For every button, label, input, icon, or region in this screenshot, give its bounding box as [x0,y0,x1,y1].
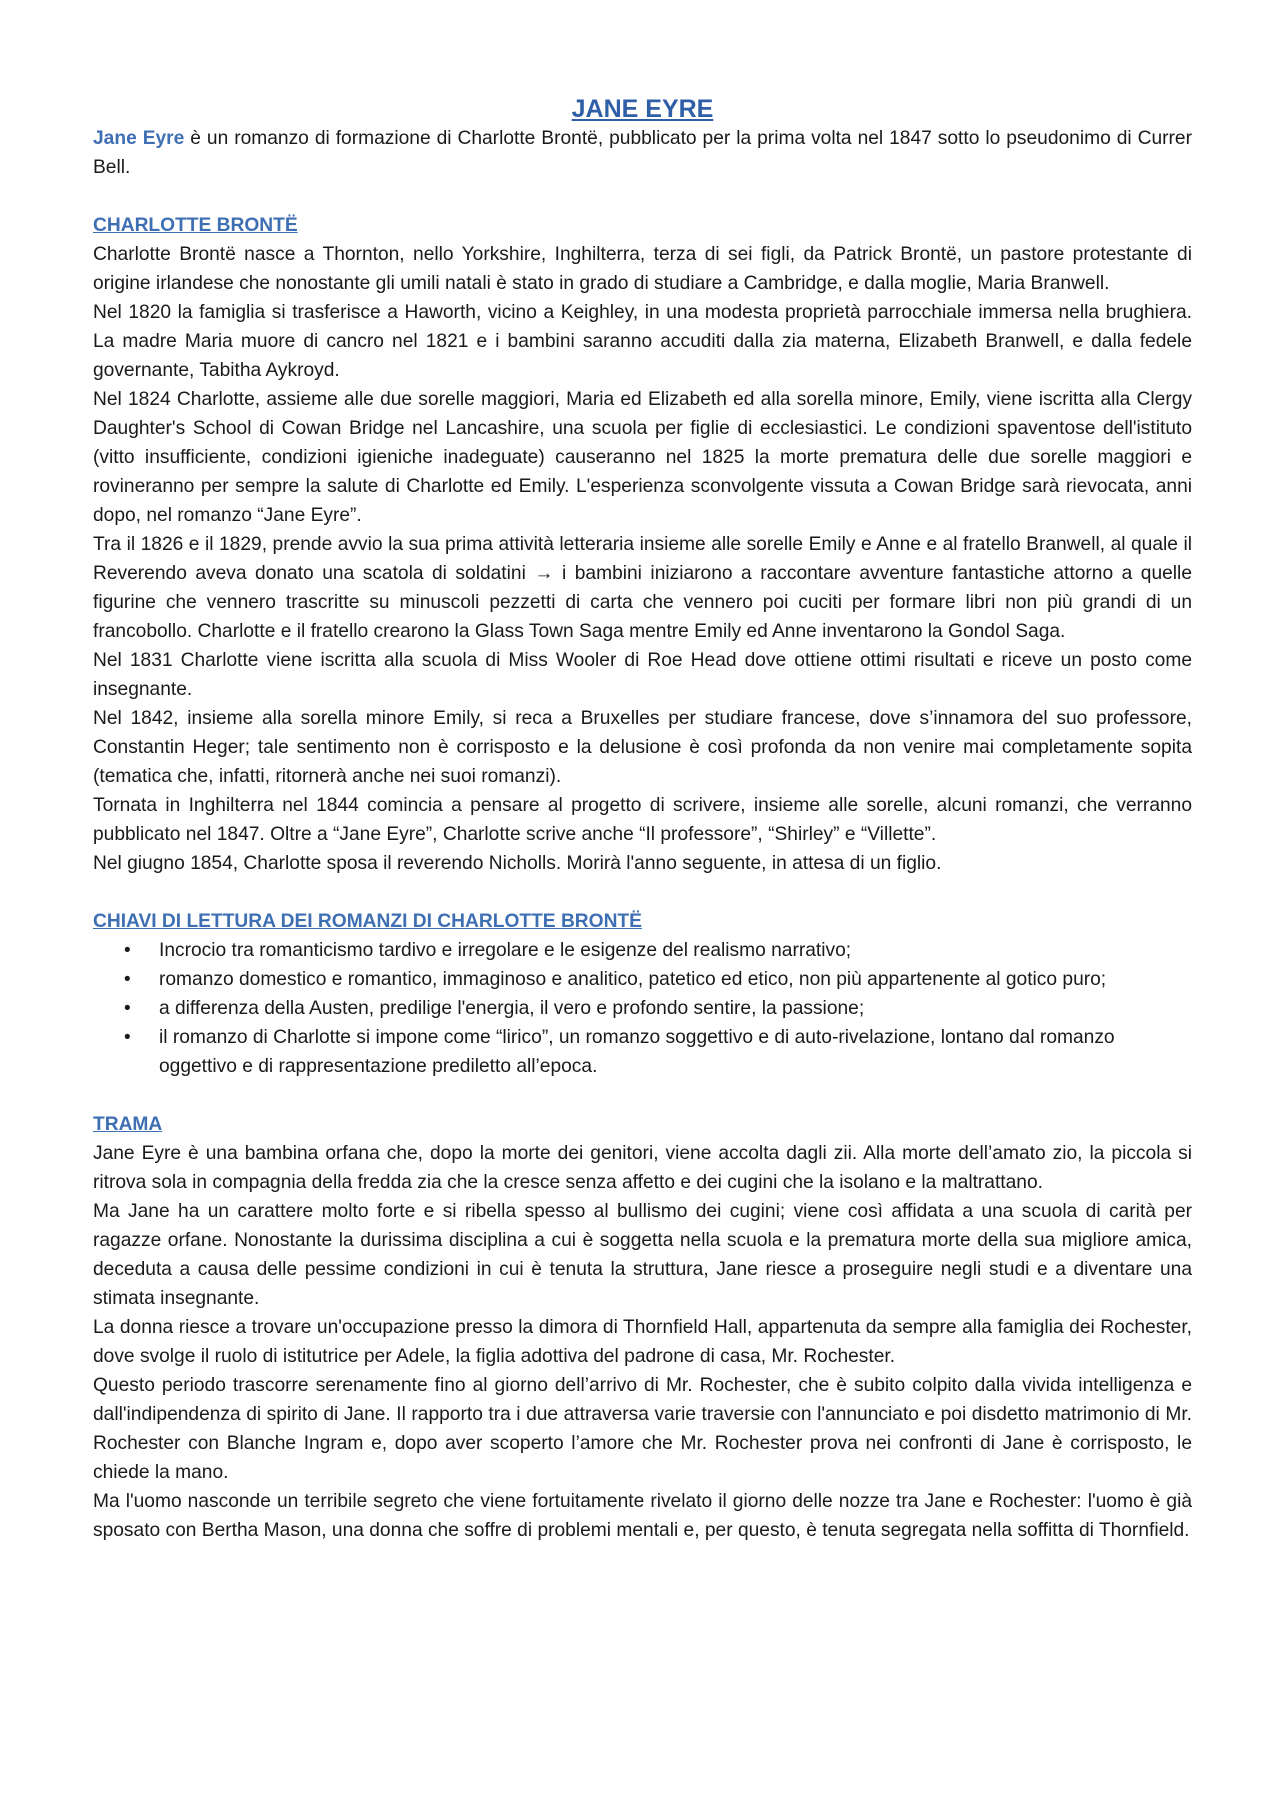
list-item [124,994,1192,1023]
intro-lead: Jane Eyre [93,128,185,149]
bronte-paragraph: Nel giugno 1854, Charlotte sposa il reverendo Nicholls. Morirà l'anno seguente, in attesa di un figlio. [93,853,942,874]
list-item [124,1023,1192,1081]
bronte-heading: CHARLOTTE BRONTË [93,215,298,236]
list-item-text: il romanzo di Charlotte si impone come “lirico”, un romanzo soggettivo e di auto-rivelazione, lontano dal romanzo oggettivo e di rappresentazione prediletto all’epoca. [159,1027,1115,1077]
trama-paragraph: Ma l'uomo nasconde un terribile segreto che viene fortuitamente rivelato il giorno delle nozze tra Jane e Rochester: l'uomo è già sposato con Bertha Mason, una donna che soffre di problemi mentali e, per questo, è tenuta segregata nella soffitta di Thornfield. [93,1491,1192,1541]
keys-list [93,936,1192,1081]
trama-heading: TRAMA [93,1114,163,1135]
list-item [124,965,1192,994]
bronte-paragraph: Tornata in Inghilterra nel 1844 comincia a pensare al progetto di scrivere, insieme alle sorelle, alcuni romanzi, che verranno pubblicato nel 1847. Oltre a “Jane Eyre”, Charlotte scrive anche “Il professore”, “Shirley” e “Villette”. [93,795,1192,845]
bronte-paragraph: Nel 1842, insieme alla sorella minore Emily, si reca a Bruxelles per studiare francese, dove s’innamora del suo professore, Constantin Heger; tale sentimento non è corrisposto e la delusione è così profonda da non venire mai completamente sopita (tematica che, infatti, ritornerà anche nei suoi romanzi). [93,708,1192,787]
intro-text: è un romanzo di formazione di Charlotte Brontë, pubblicato per la prima volta nel 1847 sotto lo pseudonimo di Currer Bell. [93,128,1192,178]
document-title: JANE EYRE [571,95,714,123]
bullet-icon: • [124,940,131,961]
bullet-icon: • [124,1027,131,1048]
list-item [124,936,1192,965]
keys-heading: CHIAVI DI LETTURA DEI ROMANZI DI CHARLOTTE BRONTË [93,911,642,932]
list-item-text: romanzo domestico e romantico, immaginoso e analitico, patetico ed etico, non più appartenente al gotico puro; [159,969,1107,990]
trama-paragraph: Ma Jane ha un carattere molto forte e si ribella spesso al bullismo dei cugini; viene così affidata a una scuola di carità per ragazze orfane. Nonostante la durissima disciplina a cui è soggetta nella scuola e la prematura morte della sua migliore amica, deceduta a causa delle pessime condizioni in cui è tenuta la struttura, Jane riesce a proseguire negli studi e a diventare una stimata insegnante. [93,1201,1192,1309]
bullet-icon: • [124,998,131,1019]
bronte-paragraph: Nel 1820 la famiglia si trasferisce a Haworth, vicino a Keighley, in una modesta proprietà parrocchiale immersa nella brughiera. La madre Maria muore di cancro nel 1821 e i bambini saranno accuditi dalla zia materna, Elizabeth Branwell, e dalla fedele governante, Tabitha Aykroyd. [93,302,1192,381]
list-item-text: a differenza della Austen, predilige l'energia, il vero e profondo sentire, la passione; [159,998,865,1019]
bullet-icon: • [124,969,131,990]
list-item-text: Incrocio tra romanticismo tardivo e irregolare e le esigenze del realismo narrativo; [159,940,852,961]
trama-paragraph: Jane Eyre è una bambina orfana che, dopo la morte dei genitori, viene accolta dagli zii. Alla morte dell’amato zio, la piccola si ritrova sola in compagnia della fredda zia che la cresce senza affetto e dei cugini che la isolano e la maltrattano. [93,1143,1192,1193]
trama-paragraph: Questo periodo trascorre serenamente fino al giorno dell’arrivo di Mr. Rochester, che è subito colpito dalla vivida intelligenza e dall'indipendenza di spirito di Jane. Il rapporto tra i due attraversa varie traversie con l'annunciato e poi disdetto matrimonio di Mr. Rochester con Blanche Ingram e, dopo aver scoperto l’amore che Mr. Rochester prova nei confronti di Jane è corrisposto, le chiede la mano. [93,1375,1192,1483]
bronte-paragraph: Tra il 1826 e il 1829, prende avvio la sua prima attività letteraria insieme alle sorelle Emily e Anne e al fratello Branwell, al quale il Reverendo aveva donato una scatola di soldatini → i bambini iniziarono a raccontare avventure fantastiche attorno a quelle figurine che vennero trascritte su minuscoli pezzetti di carta che vennero poi cuciti per formare libri non più grandi di un francobollo. Charlotte e il fratello crearono la Glass Town Saga mentre Emily ed Anne inventarono la Gondol Saga. [93,534,1192,642]
intro-paragraph [93,124,1192,182]
trama-paragraph: La donna riesce a trovare un'occupazione presso la dimora di Thornfield Hall, appartenuta da sempre alla famiglia dei Rochester, dove svolge il ruolo di istitutrice per Adele, la figlia adottiva del padrone di casa, Mr. Rochester. [93,1317,1192,1367]
bronte-paragraph: Nel 1831 Charlotte viene iscritta alla scuola di Miss Wooler di Roe Head dove ottiene ottimi risultati e riceve un posto come insegnante. [93,650,1192,700]
bronte-paragraph: Nel 1824 Charlotte, assieme alle due sorelle maggiori, Maria ed Elizabeth ed alla sorella minore, Emily, viene iscritta alla Clergy Daughter's School di Cowan Bridge nel Lancashire, una scuola per figlie di ecclesiastici. Le condizioni spaventose dell'istituto (vitto insufficiente, condizioni igieniche inadeguate) causeranno nel 1825 la morte prematura delle due sorelle maggiori e rovineranno per sempre la salute di Charlotte ed Emily. L'esperienza sconvolgente vissuta a Cowan Bridge sarà rievocata, anni dopo, nel romanzo “Jane Eyre”. [93,389,1192,526]
bronte-paragraph: Charlotte Brontë nasce a Thornton, nello Yorkshire, Inghilterra, terza di sei figli, da Patrick Brontë, un pastore protestante di origine irlandese che nonostante gli umili natali è stato in grado di studiare a Cambridge, e dalla moglie, Maria Branwell. [93,244,1192,294]
